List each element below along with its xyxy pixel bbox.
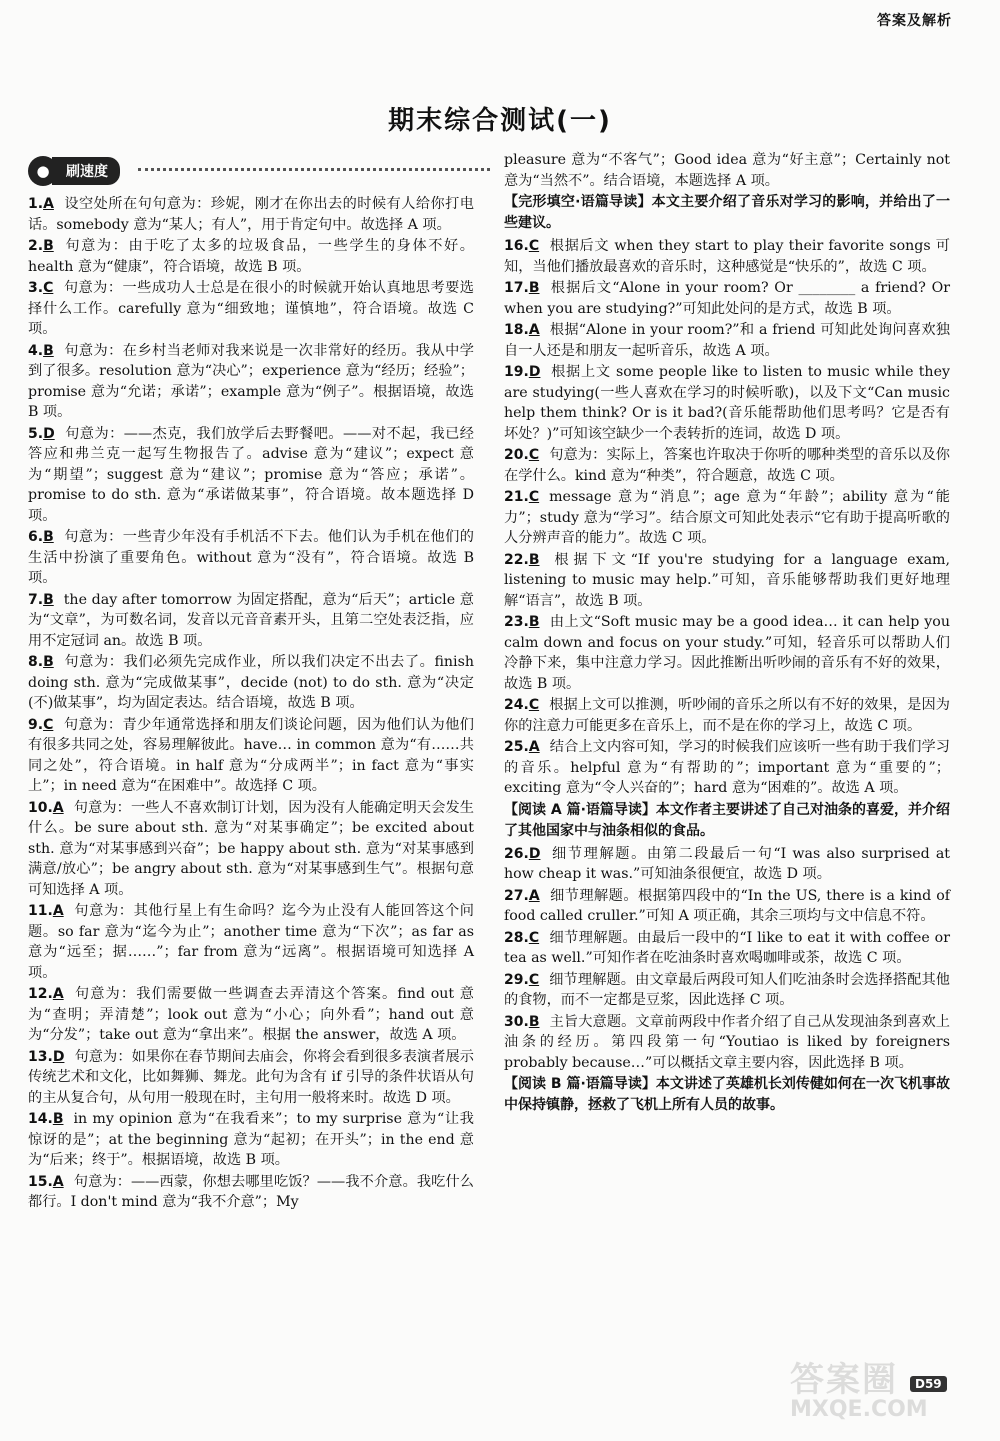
item-number: 8. bbox=[28, 654, 44, 670]
item-answer: D bbox=[528, 845, 541, 862]
item-answer: C bbox=[43, 280, 54, 296]
runner-icon: ● bbox=[28, 156, 58, 186]
item-answer: C bbox=[528, 447, 540, 463]
item-answer: A bbox=[52, 986, 64, 1002]
answer-item bbox=[504, 445, 950, 486]
answer-item bbox=[504, 695, 950, 736]
item-number: 23. bbox=[504, 614, 529, 630]
badge-label: 刷速度 bbox=[52, 157, 120, 185]
item-number: 29. bbox=[504, 971, 529, 988]
item-answer: D bbox=[43, 425, 55, 442]
item-number: 21. bbox=[504, 489, 529, 505]
answer-item bbox=[28, 194, 474, 235]
item-explanation: the day after tomorrow 为固定搭配，意为“后天”；article 意为“文章”，为可数名词，发音以元音音素开头，且第二空处表泛指，应用不定冠词 an。故选 B 项。 bbox=[28, 591, 474, 649]
section-guide: 【阅读 A 篇·语篇导读】本文作者主要讲述了自己对油条的喜爱，并介绍了其他国家中与油条相似的食品。 bbox=[504, 801, 950, 839]
continued-text: pleasure 意为“不客气”；Good idea 意为“好主意”；Certainly not 意为“当然不”。结合语境，本题选择 A 项。 bbox=[504, 152, 950, 189]
item-explanation: 主旨大意题。文章前两段中作者介绍了自己从发现油条到喜欢上油条的经历。第四段第一句“Youtiao is liked by foreigners probably because…”可以概括文章主要内容，因此选择 B 项。 bbox=[504, 1013, 950, 1071]
item-answer: C bbox=[528, 489, 540, 505]
item-number: 5. bbox=[28, 425, 44, 442]
item-explanation: 结合上文内容可知，学习的时候我们应该听一些有助于我们学习的音乐。helpful 意为“有帮助的”；important 意为“重要的”；exciting 意为“令人兴奋的”；hard 意为“困难的”。故选 A 项。 bbox=[504, 739, 950, 796]
answer-item bbox=[504, 236, 950, 277]
item-number: 12. bbox=[28, 986, 53, 1002]
item-number: 10. bbox=[28, 799, 53, 816]
item-answer: B bbox=[43, 591, 54, 608]
answer-item bbox=[28, 590, 474, 652]
answer-item bbox=[28, 1047, 474, 1109]
watermark-url: MXQE.COM bbox=[790, 1397, 928, 1422]
item-answer: B bbox=[52, 1111, 64, 1127]
item-explanation: 句意为：——杰克，我们放学后去野餐吧。——对不起，我已经答应和弗兰克一起写生物报告了。advise 意为“建议”；expect 意为“期望”；suggest 意为“建议”；promise 意为“答应；承诺”。promise to do sth. 意为“承诺做某事”，符合语境。故本题选择 D 项。 bbox=[28, 425, 474, 524]
item-explanation: 句意为：如果你在春节期间去庙会，你将会看到很多表演者展示传统艺术和文化，比如舞狮、舞龙。此句为含有 if 引导的条件状语从句的主从复合句，从句用一般现在时，主句用一般将来时。故选 D 项。 bbox=[28, 1048, 474, 1106]
left-column bbox=[28, 194, 474, 1214]
item-explanation: 设空处所在句句意为：珍妮，刚才在你出去的时候有人给你打电话。somebody 意为“某人；有人”，用于肯定句中。故选择 A 项。 bbox=[28, 196, 474, 233]
page-number: D59 bbox=[910, 1376, 947, 1392]
item-explanation: 细节理解题。由最后一段中的“I like to eat it with coffee or tea as well.”可知作者在吃油条时喜欢喝咖啡或茶，故选 C 项。 bbox=[504, 929, 950, 966]
item-number: 17. bbox=[504, 280, 529, 296]
answer-item bbox=[28, 715, 474, 797]
answer-item bbox=[28, 341, 474, 423]
watermark-text: 答案圈 bbox=[790, 1360, 898, 1400]
item-explanation: 句意为：其他行星上有生命吗？迄今为止没有人能回答这个问题。so far 意为“迄今为止”；another time 意为“下次”；as far as 意为“远至；据……”；far from 意为“远离”。根据语境可知选择 A 项。 bbox=[28, 903, 474, 981]
answer-item bbox=[504, 320, 950, 361]
item-explanation: 句意为：由于吃了太多的垃圾食品，一些学生的身体不好。health 意为“健康”，符合语境，故选 B 项。 bbox=[28, 238, 474, 275]
item-number: 19. bbox=[504, 364, 529, 380]
item-explanation: 细节理解题。由文章最后两段可知人们吃油条时会选择搭配其他的食物，而不一定都是豆浆，因此选择 C 项。 bbox=[504, 971, 950, 1008]
item-explanation: 根据“Alone in your room?”和 a friend 可知此处询问喜欢独自一人还是和朋友一起听音乐，故选 A 项。 bbox=[504, 322, 950, 359]
answer-item bbox=[504, 612, 950, 694]
item-explanation: 句意为：——西蒙，你想去哪里吃饭？——我不介意。我吃什么都行。I don't mind 意为“我不介意”；My bbox=[28, 1173, 474, 1210]
item-number: 9. bbox=[28, 716, 44, 733]
item-number: 18. bbox=[504, 322, 529, 338]
item-number: 20. bbox=[504, 447, 529, 463]
speed-badge bbox=[28, 156, 120, 186]
item-answer: C bbox=[528, 929, 540, 946]
item-explanation: 句意为：在乡村当老师对我来说是一次非常好的经历。我从中学到了很多。resolution 意为“决心”；experience 意为“经历；经验”；promise 意为“允诺；承诺”；example 意为“例子”。根据语境，故选 B 项。 bbox=[28, 342, 474, 420]
watermark-logo bbox=[790, 1352, 980, 1422]
item-answer: D bbox=[52, 1048, 65, 1065]
item-explanation: 句意为：一些成功人士总是在很小的时候就开始认真地思考要选择什么工作。carefully 意为“细致地；谨慎地”，符合语境。故选 C 项。 bbox=[28, 280, 474, 337]
item-number: 4. bbox=[28, 342, 44, 359]
answer-item bbox=[28, 527, 474, 589]
page-title: 期末综合测试(一) bbox=[388, 106, 612, 136]
answer-item bbox=[28, 652, 474, 714]
item-answer: A bbox=[528, 887, 540, 904]
answer-item bbox=[504, 844, 950, 885]
item-explanation: 由上文“Soft music may be a good idea… it can help you calm down and focus on your study.”可知，轻音乐可以帮助人们冷静下来，集中注意力学习。因此推断出听吵闹的音乐有不好的效果，故选 B 项。 bbox=[504, 614, 950, 692]
item-number: 11. bbox=[28, 903, 53, 919]
item-answer: A bbox=[528, 322, 540, 338]
item-number: 24. bbox=[504, 697, 529, 713]
item-number: 25. bbox=[504, 739, 529, 755]
item-answer: C bbox=[528, 238, 540, 254]
answer-item bbox=[28, 424, 474, 527]
item-number: 30. bbox=[504, 1013, 529, 1030]
item-explanation: 句意为：一些青少年没有手机活不下去。他们认为手机在他们的生活中扮演了重要角色。without 意为“没有”，符合语境。故选 B 项。 bbox=[28, 529, 474, 586]
answer-item bbox=[28, 236, 474, 277]
item-explanation: message 意为“消息”；age 意为“年龄”；ability 意为“能力”；study 意为“学习”。结合原文可知此处表示“它有助于提高听歌的人分辨声音的能力”。故选 C 项。 bbox=[504, 489, 950, 546]
item-answer: A bbox=[52, 799, 64, 816]
item-answer: A bbox=[52, 1173, 64, 1190]
item-number: 2. bbox=[28, 238, 44, 254]
item-number: 14. bbox=[28, 1111, 53, 1127]
item-answer: C bbox=[43, 716, 54, 733]
item-number: 15. bbox=[28, 1173, 53, 1190]
item-answer: B bbox=[43, 654, 54, 670]
item-answer: B bbox=[43, 529, 54, 545]
item-explanation: 句意为：我们必须先完成作业，所以我们决定不出去了。finish doing sth. 意为“完成做某事”，decide (not) to do sth. 意为“决定(不)做某事”，均为固定表达。结合语境，故选 B 项。 bbox=[28, 654, 474, 711]
answer-item bbox=[28, 1172, 474, 1213]
item-answer: B bbox=[43, 342, 54, 359]
section-guide: 【完形填空·语篇导读】本文主要介绍了音乐对学习的影响，并给出了一些建议。 bbox=[504, 194, 950, 231]
section-guide: 【阅读 B 篇·语篇导读】本文讲述了英雄机长刘传健如何在一次飞机事故中保持镇静，拯救了飞机上所有人员的故事。 bbox=[504, 1076, 950, 1113]
item-number: 13. bbox=[28, 1048, 53, 1065]
item-answer: C bbox=[528, 971, 540, 988]
item-answer: C bbox=[528, 697, 540, 713]
answer-item bbox=[504, 278, 950, 319]
answer-item bbox=[504, 550, 950, 612]
item-number: 26. bbox=[504, 845, 529, 862]
item-number: 16. bbox=[504, 238, 529, 254]
item-answer: B bbox=[528, 1013, 540, 1030]
item-explanation: 句意为：一些人不喜欢制订计划，因为没有人能确定明天会发生什么。be sure about sth. 意为“对某事确定”；be excited about sth. 意为“对某事感到兴奋”；be happy about sth. 意为“对某事感到满意/放心”；be angry about sth. 意为“对某事感到生气”。根据句意可知选择 A 项。 bbox=[28, 799, 474, 898]
answer-item bbox=[504, 737, 950, 799]
item-number: 28. bbox=[504, 929, 529, 946]
item-answer: D bbox=[528, 364, 541, 380]
answer-item bbox=[504, 928, 950, 969]
item-explanation: 根据上文 some people like to listen to music while they are studying(一些人喜欢在学习的时候听歌)，以及下文“Can music help them think? Or is it bad?(音乐能帮助他们思考吗？它是否有坏处？)”可知该空缺少一个表转折的连词，故选 D 项。 bbox=[504, 364, 950, 442]
item-answer: B bbox=[528, 280, 540, 296]
item-answer: A bbox=[52, 903, 64, 919]
answer-item bbox=[504, 487, 950, 549]
item-explanation: 句意为：实际上，答案也许取决于你听的哪种类型的音乐以及你在学什么。kind 意为“种类”，符合题意，故选 C 项。 bbox=[504, 447, 950, 484]
item-explanation: 根据上文可以推测，听吵闹的音乐之所以有不好的效果，是因为你的注意力可能更多在音乐上，而不是在你的学习上，故选 C 项。 bbox=[504, 697, 950, 734]
item-explanation: 细节理解题。根据第四段中的“In the US, there is a kind of food called cruller.”可知 A 项正确，其余三项均与文中信息不符。 bbox=[504, 887, 950, 924]
item-answer: B bbox=[528, 614, 540, 630]
item-number: 22. bbox=[504, 551, 529, 568]
item-answer: A bbox=[528, 739, 540, 755]
item-explanation: 根据后文“Alone in your room? Or ________ a friend? Or when you are studying?”可知此处问的是方式，故选 B 项。 bbox=[504, 280, 950, 317]
item-answer: A bbox=[43, 196, 54, 212]
item-number: 3. bbox=[28, 280, 44, 296]
item-number: 27. bbox=[504, 887, 529, 904]
item-answer: B bbox=[528, 551, 540, 568]
item-number: 6. bbox=[28, 529, 44, 545]
answer-item bbox=[504, 886, 950, 927]
answer-item bbox=[28, 798, 474, 901]
item-explanation: 细节理解题。由第二段最后一句“I was also surprised at how cheap it was.”可知油条很便宜，故选 D 项。 bbox=[504, 845, 950, 882]
item-explanation: 句意为：青少年通常选择和朋友们谈论问题，因为他们认为他们有很多共同之处，容易理解彼此。have… in common 意为“有……共同之处”，符合语境。in half 意为“分成两半”；in fact 意为“事实上”；in need 意为“在困难中”。故选择 C 项。 bbox=[28, 716, 474, 794]
answer-item bbox=[28, 278, 474, 340]
section-header-tag: 答案及解析 bbox=[877, 13, 952, 29]
answer-item bbox=[28, 901, 474, 983]
right-column bbox=[504, 150, 950, 1118]
item-explanation: 句意为：我们需要做一些调查去弄清这个答案。find out 意为“查明；弄清楚”；look out 意为“小心；向外看”；hand out 意为“分发”；take out 意为“拿出来”。根据 the answer，故选 A 项。 bbox=[28, 986, 474, 1043]
answer-item bbox=[28, 984, 474, 1046]
answer-item bbox=[504, 1012, 950, 1074]
item-number: 1. bbox=[28, 196, 44, 212]
answer-item bbox=[504, 970, 950, 1011]
item-explanation: 根据后文 when they start to play their favorite songs 可知，当他们播放最喜欢的音乐时，这种感觉是“快乐的”，故选 C 项。 bbox=[504, 238, 950, 275]
answer-item bbox=[28, 1109, 474, 1171]
item-number: 7. bbox=[28, 591, 44, 608]
item-explanation: 根据下文“If you're studying for a language exam, listening to music may help.”可知，音乐能够帮助我们更好地理解“语言”，故选 B 项。 bbox=[504, 551, 950, 609]
answer-item bbox=[504, 362, 950, 444]
item-answer: B bbox=[43, 238, 54, 254]
item-explanation: in my opinion 意为“在我看来”；to my surprise 意为“让我惊讶的是”；at the beginning 意为“起初；在开头”；in the end 意为“后来；终于”。根据语境，故选 B 项。 bbox=[28, 1111, 474, 1168]
dotted-divider bbox=[138, 168, 490, 171]
